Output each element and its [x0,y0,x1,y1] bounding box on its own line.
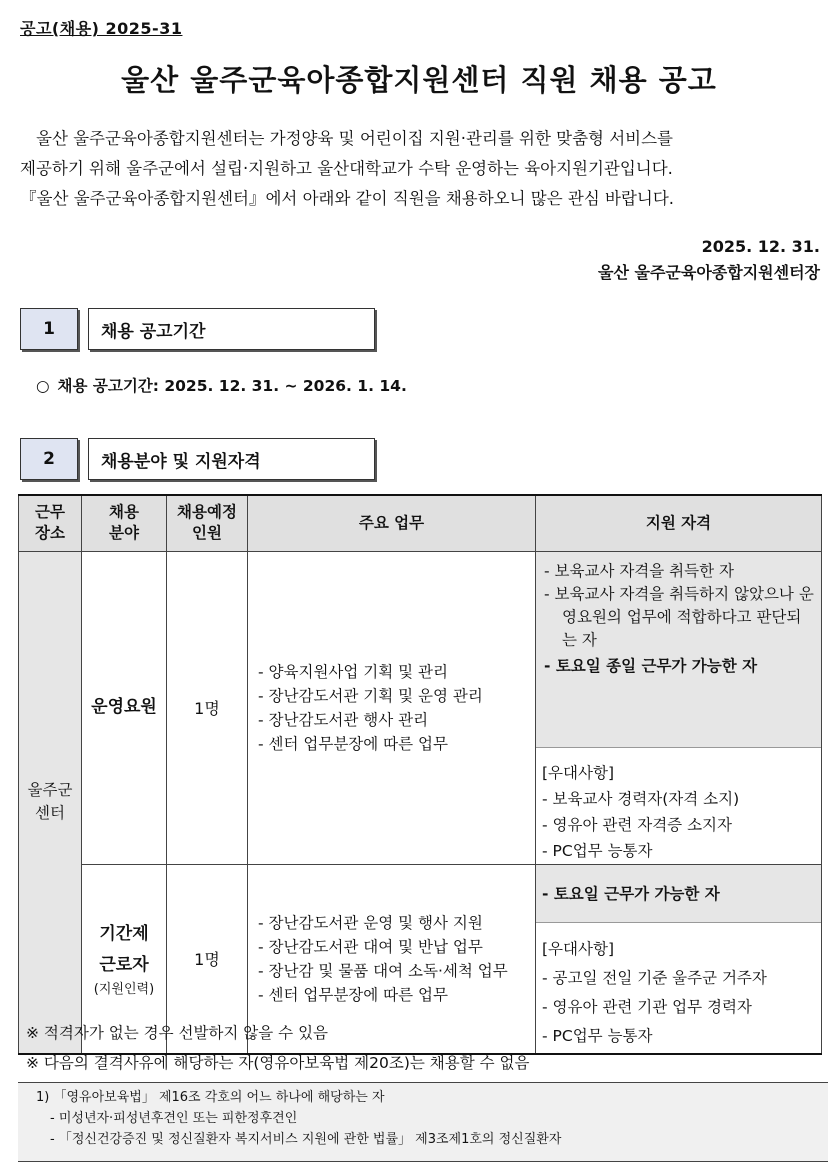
recruitment-period [36,374,407,396]
note-item: ※ 적격자가 없는 경우 선발하지 않을 수 있음 [26,1024,329,1042]
duties-cell [248,551,536,864]
duty-item: - 양육지원사업 기획 및 관리 [258,662,449,681]
notice-date: 2025. 12. 31. [701,237,820,256]
header-duties: 주요 업무 [248,495,536,551]
footnote-line: - 「정신건강증진 및 정신질환자 복지서비스 지원에 관한 법률」 제3조제1호의 정신질환자 [50,1132,562,1147]
intro-line: 제공하기 위해 울주군에서 설립·지원하고 울산대학교가 수탁 운영하는 육아지원기관입니다. [20,159,673,178]
period-text: 채용 공고기간: 2025. 12. 31. ~ 2026. 1. 14. [57,377,407,395]
header-field: 채용 분야 [82,495,167,551]
count-cell: 1명 [167,864,248,1054]
requirement-item: - 보육교사 자격을 취득하지 않았으나 운영요원의 업무에 적합하다고 판단되는 자 [544,584,814,649]
field-cell: 기간제 근로자 (지원인력) [82,864,167,1054]
issuer-block [598,234,820,286]
section-2-number: 2 [20,438,78,480]
duty-item: - 장난감도서관 대여 및 반납 업무 [258,937,483,956]
duty-item: - 장난감 및 물품 대여 소독·세척 업무 [258,961,508,980]
notice-number: 공고(채용) 2025-31 [20,19,183,38]
bullet-circle-icon: ○ [36,377,50,395]
preference-item: - 보육교사 경력자(자격 소지) [542,789,740,808]
requirement-item-bold: - 토요일 근무가 가능한 자 [536,865,821,923]
preference-item: - 영유아 관련 기관 업무 경력자 [542,997,752,1016]
field-cell: 운영요원 [82,551,167,864]
duty-item: - 장난감도서관 기획 및 운영 관리 [258,686,483,705]
header-qualifications: 지원 자격 [536,495,822,551]
preference-title: [우대사항] [542,939,614,958]
preference-item: - PC업무 능통자 [542,1026,653,1045]
issuer-name: 울산 울주군육아종합지원센터장 [598,263,820,282]
duty-item: - 장난감도서관 행사 관리 [258,710,429,729]
duty-item: - 장난감도서관 운영 및 행사 지원 [258,913,483,932]
preferences-block [536,923,821,1051]
header-location: 근무 장소 [19,495,82,551]
table-header-row [19,495,822,551]
duty-item: - 센터 업무분장에 따른 업무 [258,985,449,1004]
section-1-number: 1 [20,308,78,350]
requirement-item-bold: - 토요일 종일 근무가 가능한 자 [544,656,758,675]
note-item: ※ 다음의 결격사유에 해당하는 자(영유아보육법 제20조)는 채용할 수 없음 [26,1054,530,1072]
intro-line: 울산 울주군육아종합지원센터는 가정양육 및 어린이집 지원·관리를 위한 맞춤형 서비스를 [36,129,673,148]
count-cell: 1명 [167,551,248,864]
table-row [19,551,822,864]
qualifications-cell [536,551,822,864]
header-count: 채용예정 인원 [167,495,248,551]
qualifications-cell [536,864,822,1054]
notes [26,1018,529,1078]
preferences-block [536,748,821,864]
preference-title: [우대사항] [542,763,614,782]
field-sub-label: (지원인력) [93,981,155,997]
footnote-line: 1) 「영유아보육법」 제16조 각호의 어느 하나에 해당하는 자 [36,1090,385,1105]
preference-item: - 공고일 전일 기준 울주군 거주자 [542,968,767,987]
requirements-block [536,552,821,748]
disqualification-footnote [18,1082,828,1162]
location-cell: 울주군 센터 [19,551,82,1054]
intro-paragraph [20,124,826,214]
section-1-title: 채용 공고기간 [88,308,375,350]
footnote-line: - 미성년자·피성년후견인 또는 피한정후견인 [50,1111,298,1126]
requirement-item: - 보육교사 자격을 취득한 자 [544,561,735,580]
preference-item: - PC업무 능통자 [542,841,653,860]
page-title: 울산 울주군육아종합지원센터 직원 채용 공고 [121,63,717,97]
recruitment-table [18,494,822,1055]
duty-item: - 센터 업무분장에 따른 업무 [258,734,449,753]
section-2-title: 채용분야 및 지원자격 [88,438,375,480]
intro-line: 『울산 울주군육아종합지원센터』에서 아래와 같이 직원을 채용하오니 많은 관심 바랍니다. [20,189,675,208]
preference-item: - 영유아 관련 자격증 소지자 [542,815,733,834]
